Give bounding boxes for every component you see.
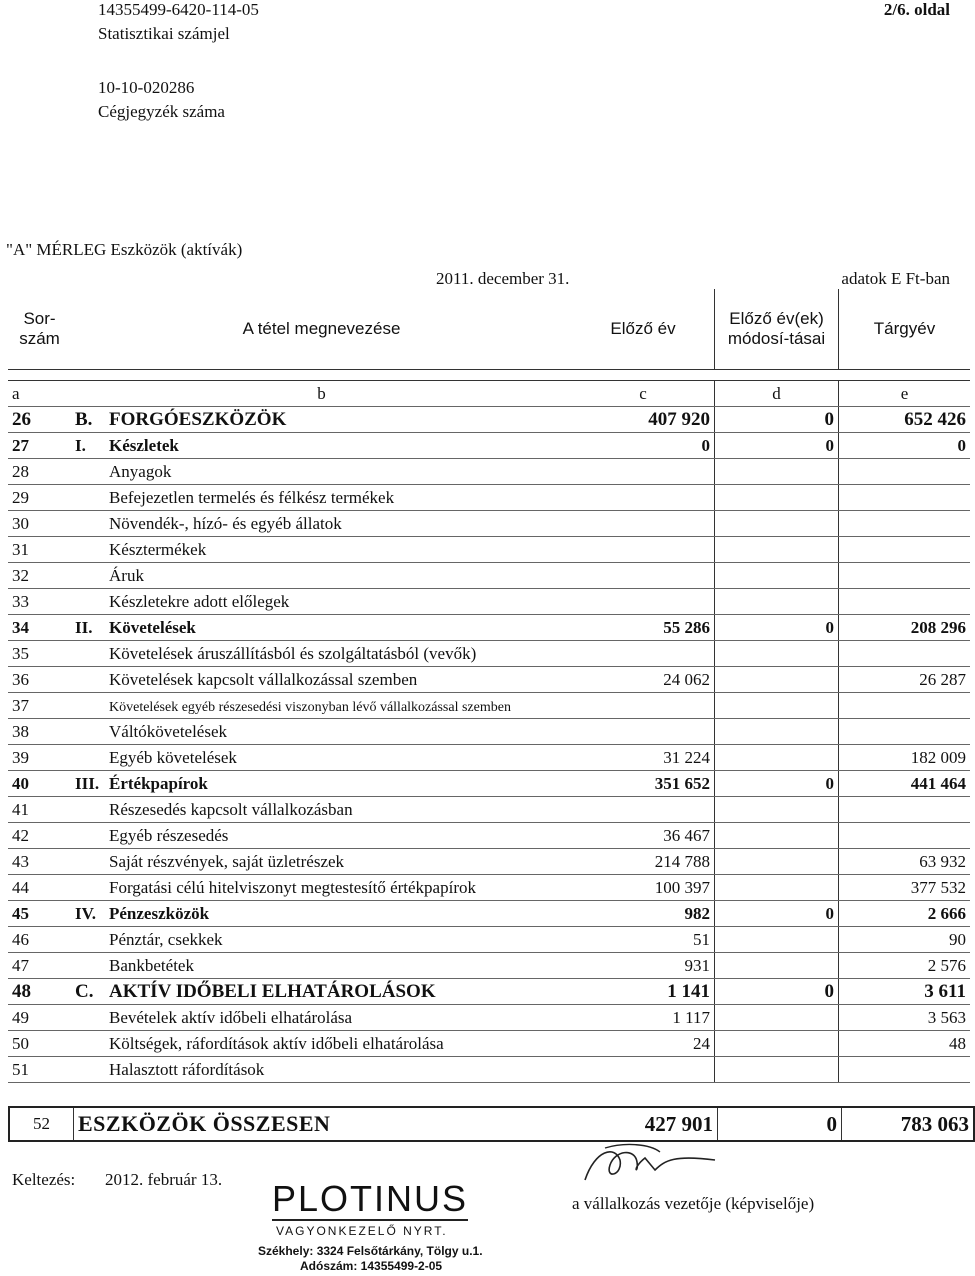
row-number: 42 xyxy=(8,823,71,849)
row-number: 35 xyxy=(8,641,71,667)
row-curr-value: 90 xyxy=(839,927,971,953)
row-curr-value: 0 xyxy=(839,433,971,459)
row-name: Részesedés kapcsolt vállalkozásban xyxy=(109,799,353,819)
table-row xyxy=(8,771,970,797)
row-prev-value: 55 286 xyxy=(572,615,715,641)
row-prev-value xyxy=(572,589,715,615)
stamp-subtitle: VAGYONKEZELŐ NYRT. xyxy=(276,1224,448,1238)
row-number: 44 xyxy=(8,875,71,901)
total-label: ESZKÖZÖK ÖSSZESEN xyxy=(78,1111,331,1136)
row-mod-value xyxy=(715,797,839,823)
row-number: 26 xyxy=(8,407,71,433)
table-row xyxy=(8,979,970,1005)
row-curr-value: 48 xyxy=(839,1031,971,1057)
row-number: 37 xyxy=(8,693,71,719)
row-name: Készletek xyxy=(109,435,179,455)
unit-label: adatok E Ft-ban xyxy=(841,269,950,288)
row-curr-value xyxy=(839,537,971,563)
row-mod-value: 0 xyxy=(715,407,839,433)
row-prev-value xyxy=(572,719,715,745)
row-label xyxy=(71,927,572,953)
row-curr-value: 63 932 xyxy=(839,849,971,875)
row-name: Késztermékek xyxy=(109,539,207,559)
row-prev-value xyxy=(572,641,715,667)
column-letters-row xyxy=(8,381,970,407)
row-name: Egyéb részesedés xyxy=(109,825,229,845)
row-curr-value: 2 576 xyxy=(839,953,971,979)
row-name: Költségek, ráfordítások aktív időbeli elhatárolása xyxy=(109,1033,444,1053)
row-label xyxy=(71,615,572,641)
reg-number: 10-10-020286 xyxy=(98,78,195,97)
table-header-row xyxy=(8,289,970,370)
col-header-num: Sor- szám xyxy=(8,289,71,370)
row-mod-value xyxy=(715,511,839,537)
row-number: 30 xyxy=(8,511,71,537)
row-mod-value xyxy=(715,693,839,719)
row-label xyxy=(71,641,572,667)
row-label xyxy=(71,719,572,745)
row-number: 33 xyxy=(8,589,71,615)
table-row xyxy=(8,875,970,901)
row-name: AKTÍV IDŐBELI ELHATÁROLÁSOK xyxy=(109,980,436,1002)
row-label xyxy=(71,849,572,875)
row-label xyxy=(71,511,572,537)
table-row xyxy=(8,693,970,719)
row-prefix: B. xyxy=(75,408,93,430)
page-number: 2/6. oldal xyxy=(883,0,950,19)
row-name: Készletekre adott előlegek xyxy=(109,591,290,611)
row-label xyxy=(71,1005,572,1031)
col-header-curr: Tárgyév xyxy=(839,289,971,370)
row-prev-value xyxy=(572,459,715,485)
row-curr-value xyxy=(839,693,971,719)
row-mod-value xyxy=(715,459,839,485)
row-number: 36 xyxy=(8,667,71,693)
row-label xyxy=(71,771,572,797)
row-curr-value xyxy=(839,1057,971,1083)
row-number: 32 xyxy=(8,563,71,589)
total-mod: 0 xyxy=(718,1107,842,1141)
table-row xyxy=(8,901,970,927)
row-curr-value xyxy=(839,563,971,589)
row-number: 41 xyxy=(8,797,71,823)
row-mod-value xyxy=(715,823,839,849)
table-row xyxy=(8,719,970,745)
stamp-address: Székhely: 3324 Felsőtárkány, Tölgy u.1. xyxy=(258,1244,483,1258)
row-label xyxy=(71,459,572,485)
row-label xyxy=(71,875,572,901)
row-label xyxy=(71,745,572,771)
date-label: Keltezés: xyxy=(12,1170,76,1189)
row-number: 39 xyxy=(8,745,71,771)
balance-table xyxy=(8,289,970,1083)
signer-label: a vállalkozás vezetője (képviselője) xyxy=(572,1194,815,1213)
total-num: 52 xyxy=(9,1107,74,1141)
table-row xyxy=(8,615,970,641)
row-name: Forgatási célú hitelviszonyt megtestesítő értékpapírok xyxy=(109,877,476,897)
row-name: Halasztott ráfordítások xyxy=(109,1059,265,1079)
row-label xyxy=(71,563,572,589)
table-row xyxy=(8,1057,970,1083)
row-curr-value: 377 532 xyxy=(839,875,971,901)
total-curr: 783 063 xyxy=(900,1111,969,1136)
row-curr-value: 652 426 xyxy=(839,407,971,433)
row-label xyxy=(71,797,572,823)
row-prev-value: 31 224 xyxy=(572,745,715,771)
row-prev-value: 51 xyxy=(572,927,715,953)
row-prev-value xyxy=(572,563,715,589)
row-number: 50 xyxy=(8,1031,71,1057)
row-name: Értékpapírok xyxy=(109,773,208,793)
row-prev-value xyxy=(572,537,715,563)
stamp-company-name: PLOTINUS xyxy=(272,1178,469,1219)
table-row xyxy=(8,823,970,849)
row-name: Egyéb követelések xyxy=(109,747,237,767)
row-number: 43 xyxy=(8,849,71,875)
total-row xyxy=(8,1106,975,1142)
row-mod-value xyxy=(715,745,839,771)
row-prev-value xyxy=(572,693,715,719)
row-mod-value xyxy=(715,1031,839,1057)
total-prev: 427 901 xyxy=(575,1107,718,1141)
row-name: FORGÓESZKÖZÖK xyxy=(109,408,287,430)
row-label xyxy=(71,823,572,849)
row-mod-value: 0 xyxy=(715,771,839,797)
row-label xyxy=(71,433,572,459)
row-label xyxy=(71,537,572,563)
row-name: Követelések áruszállításból és szolgáltatásból (vevők) xyxy=(109,643,477,663)
table-row xyxy=(8,641,970,667)
row-prev-value: 24 062 xyxy=(572,667,715,693)
row-prev-value: 24 xyxy=(572,1031,715,1057)
stamp-divider xyxy=(272,1219,468,1221)
row-label xyxy=(71,667,572,693)
row-number: 48 xyxy=(8,979,71,1005)
table-row xyxy=(8,433,970,459)
row-name: Bankbetétek xyxy=(109,955,194,975)
col-header-mod: Előző év(ek) módosí-tásai xyxy=(715,289,839,370)
row-mod-value xyxy=(715,667,839,693)
row-label xyxy=(71,1031,572,1057)
col-letter: c xyxy=(572,381,715,407)
row-name: Követelések egyéb részesedési viszonyban lévő vállalkozással szemben xyxy=(109,699,511,715)
row-curr-value xyxy=(839,511,971,537)
row-mod-value xyxy=(715,1057,839,1083)
row-curr-value: 182 009 xyxy=(839,745,971,771)
row-mod-value: 0 xyxy=(715,979,839,1005)
row-curr-value xyxy=(839,589,971,615)
row-name: Saját részvények, saját üzletrészek xyxy=(109,851,345,871)
stat-number: 14355499-6420-114-05 xyxy=(98,0,259,19)
row-prev-value: 100 397 xyxy=(572,875,715,901)
row-curr-value: 441 464 xyxy=(839,771,971,797)
row-name: Követelések xyxy=(109,617,196,637)
reg-label: Cégjegyzék száma xyxy=(98,102,225,121)
row-curr-value xyxy=(839,459,971,485)
row-mod-value xyxy=(715,927,839,953)
row-curr-value: 26 287 xyxy=(839,667,971,693)
row-label xyxy=(71,693,572,719)
row-mod-value xyxy=(715,485,839,511)
row-number: 51 xyxy=(8,1057,71,1083)
row-curr-value: 3 611 xyxy=(839,979,971,1005)
table-row xyxy=(8,511,970,537)
row-number: 27 xyxy=(8,433,71,459)
table-row xyxy=(8,459,970,485)
table-row xyxy=(8,589,970,615)
document-title: "A" MÉRLEG Eszközök (aktívák) xyxy=(6,240,243,259)
row-name: Áruk xyxy=(109,565,144,585)
row-mod-value: 0 xyxy=(715,433,839,459)
row-curr-value xyxy=(839,641,971,667)
row-curr-value: 208 296 xyxy=(839,615,971,641)
row-mod-value xyxy=(715,719,839,745)
col-letter: d xyxy=(715,381,839,407)
table-row xyxy=(8,407,970,433)
row-mod-value xyxy=(715,875,839,901)
row-name: Pénztár, csekkek xyxy=(109,929,223,949)
row-number: 28 xyxy=(8,459,71,485)
row-prev-value xyxy=(572,485,715,511)
row-prefix: III. xyxy=(75,773,100,793)
row-prev-value: 982 xyxy=(572,901,715,927)
row-number: 38 xyxy=(8,719,71,745)
row-prev-value: 0 xyxy=(572,433,715,459)
row-name: Anyagok xyxy=(109,461,172,481)
row-prev-value: 931 xyxy=(572,953,715,979)
table-row xyxy=(8,745,970,771)
row-number: 29 xyxy=(8,485,71,511)
row-label xyxy=(71,979,572,1005)
row-number: 45 xyxy=(8,901,71,927)
row-label xyxy=(71,1057,572,1083)
table-row xyxy=(8,667,970,693)
row-curr-value xyxy=(839,823,971,849)
stamp-tax-number: Adószám: 14355499-2-05 xyxy=(300,1259,443,1273)
row-mod-value xyxy=(715,589,839,615)
row-curr-value xyxy=(839,719,971,745)
signature-icon xyxy=(575,1140,725,1190)
stat-label: Statisztikai számjel xyxy=(98,24,230,43)
row-number: 34 xyxy=(8,615,71,641)
table-row xyxy=(8,849,970,875)
row-prev-value: 407 920 xyxy=(572,407,715,433)
row-label xyxy=(71,953,572,979)
row-prev-value xyxy=(572,511,715,537)
row-name: Növendék-, hízó- és egyéb állatok xyxy=(109,513,342,533)
row-name: Bevételek aktív időbeli elhatárolása xyxy=(109,1007,353,1027)
table-row xyxy=(8,563,970,589)
table-row xyxy=(8,927,970,953)
row-label xyxy=(71,407,572,433)
row-curr-value: 3 563 xyxy=(839,1005,971,1031)
table-row xyxy=(8,537,970,563)
row-prefix: II. xyxy=(75,617,93,637)
row-prefix: I. xyxy=(75,435,86,455)
row-prev-value: 1 141 xyxy=(572,979,715,1005)
row-prev-value xyxy=(572,1057,715,1083)
row-number: 47 xyxy=(8,953,71,979)
row-name: Befejezetlen termelés és félkész termékek xyxy=(109,487,395,507)
row-number: 49 xyxy=(8,1005,71,1031)
table-row xyxy=(8,1031,970,1057)
table-row xyxy=(8,797,970,823)
table-row xyxy=(8,485,970,511)
header-gap xyxy=(8,370,970,381)
col-letter: e xyxy=(839,381,971,407)
row-name: Követelések kapcsolt vállalkozással szemben xyxy=(109,669,418,689)
col-letter: b xyxy=(71,381,572,407)
row-mod-value: 0 xyxy=(715,615,839,641)
row-name: Váltókövetelések xyxy=(109,721,228,741)
col-letter: a xyxy=(8,381,71,407)
row-mod-value xyxy=(715,953,839,979)
row-mod-value xyxy=(715,563,839,589)
row-prev-value: 36 467 xyxy=(572,823,715,849)
row-prev-value: 1 117 xyxy=(572,1005,715,1031)
row-prev-value: 351 652 xyxy=(572,771,715,797)
row-prev-value: 214 788 xyxy=(572,849,715,875)
row-number: 46 xyxy=(8,927,71,953)
table-row xyxy=(8,1005,970,1031)
row-name: Pénzeszközök xyxy=(109,903,210,923)
row-mod-value: 0 xyxy=(715,901,839,927)
table-row xyxy=(8,953,970,979)
row-curr-value xyxy=(839,485,971,511)
row-prefix: C. xyxy=(75,980,94,1002)
row-mod-value xyxy=(715,641,839,667)
col-header-prev: Előző év xyxy=(572,289,715,370)
sign-date: 2012. február 13. xyxy=(105,1170,223,1189)
row-prefix: IV. xyxy=(75,903,96,923)
row-label xyxy=(71,485,572,511)
row-curr-value: 2 666 xyxy=(839,901,971,927)
row-mod-value xyxy=(715,537,839,563)
col-header-name: A tétel megnevezése xyxy=(71,289,572,370)
row-number: 31 xyxy=(8,537,71,563)
row-prev-value xyxy=(572,797,715,823)
row-number: 40 xyxy=(8,771,71,797)
row-curr-value xyxy=(839,797,971,823)
row-label xyxy=(71,901,572,927)
row-mod-value xyxy=(715,1005,839,1031)
row-label xyxy=(71,589,572,615)
row-mod-value xyxy=(715,849,839,875)
report-date: 2011. december 31. xyxy=(436,269,570,288)
